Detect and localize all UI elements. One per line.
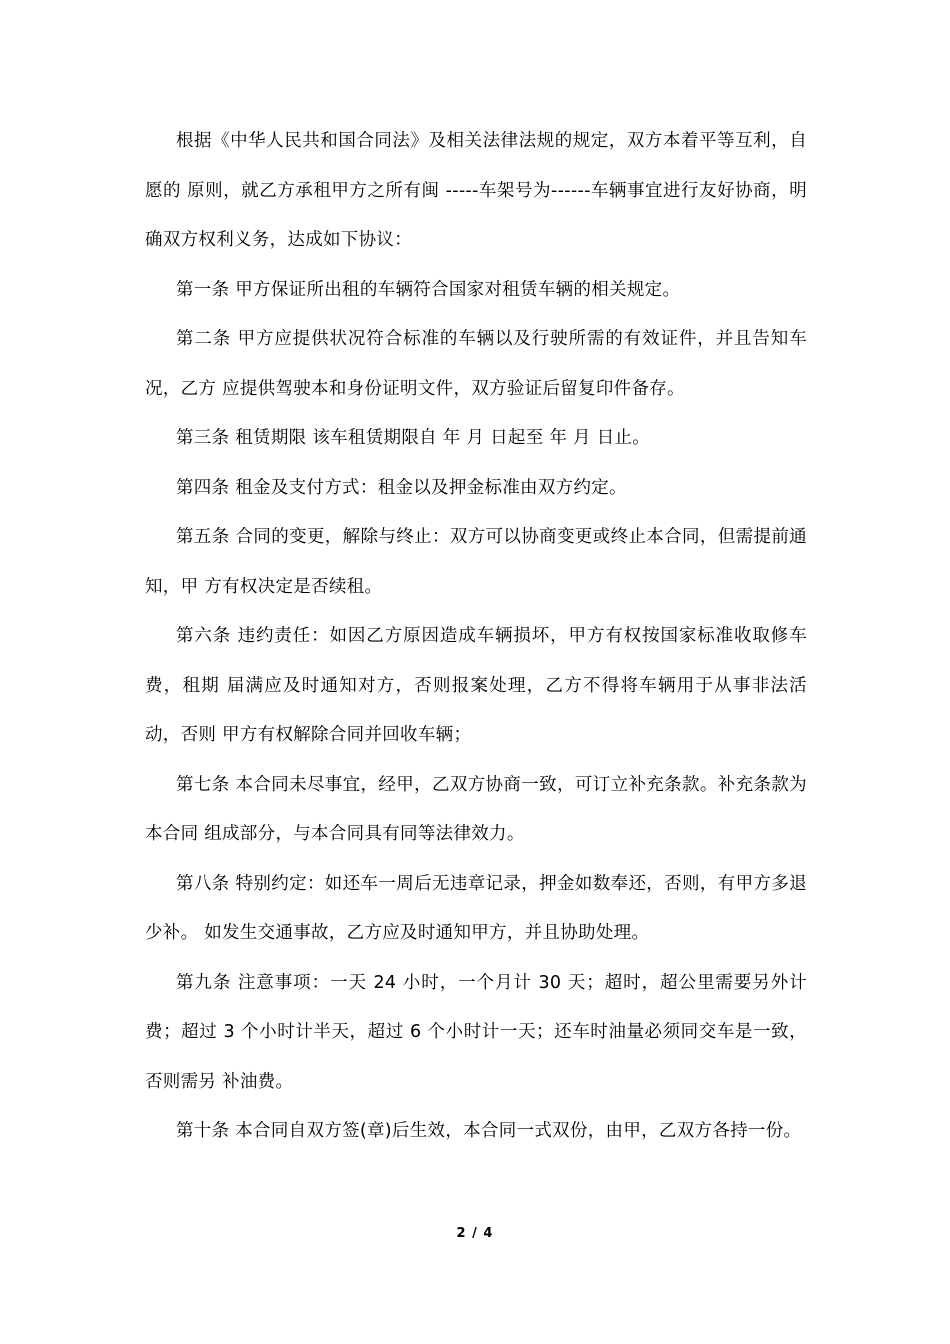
- paragraph-article-9: 第九条 注意事项：一天 24 小时，一个月计 30 天；超时，超公里需要另外计费；超过 3 个小时计半天，超过 6 个小时计一天；还车时油量必须同交车是一致，否则需另 补油费。: [145, 972, 807, 1092]
- paragraph-article-10: 第十条 本合同自双方签(章)后生效，本合同一式双份，由甲，乙双方各持一份。: [176, 1121, 802, 1141]
- document-body: [145, 117, 807, 1157]
- paragraph-article-7: 第七条 本合同未尽事宜，经甲，乙双方协商一致，可订立补充条款。补充条款为本合同 组成部分，与本合同具有同等法律效力。: [145, 774, 807, 844]
- paragraph-article-8: 第八条 特别约定：如还车一周后无违章记录，押金如数奉还，否则，有甲方多退少补。 如发生交通事故，乙方应及时通知甲方，并且协助处理。: [145, 873, 807, 943]
- paragraph-article-5: 第五条 合同的变更，解除与终止：双方可以协商变更或终止本合同，但需提前通知，甲 方有权决定是否续租。: [145, 527, 807, 597]
- paragraph-article-1: 第一条 甲方保证所出租的车辆符合国家对租赁车辆的相关规定。: [176, 279, 681, 300]
- paragraph-article-4: 第四条 租金及支付方式：租金以及押金标准由双方约定。: [176, 477, 627, 498]
- paragraph-intro: 根据《中华人民共和国合同法》及相关法律法规的规定，双方本着平等互利，自愿的 原则，就乙方承租甲方之所有闽 -----车架号为------车辆事宜进行友好协商，明确双方权利义务，达成如下协议：: [145, 131, 807, 250]
- paragraph-article-6: 第六条 违约责任：如因乙方原因造成车辆损坏，甲方有权按国家标准收取修车费，租期 届满应及时通知对方，否则报案处理，乙方不得将车辆用于从事非法活动，否则 甲方有权解除合同并回收车辆；: [145, 626, 807, 745]
- paragraph-article-2: 第二条 甲方应提供状况符合标准的车辆以及行驶所需的有效证件，并且告知车况，乙方 应提供驾驶本和身份证明文件，双方验证后留复印件备存。: [145, 329, 807, 399]
- paragraph-article-3: 第三条 租赁期限 该车租赁期限自 年 月 日起至 年 月 日止。: [176, 428, 651, 448]
- page-number: 2 / 4: [456, 1226, 494, 1241]
